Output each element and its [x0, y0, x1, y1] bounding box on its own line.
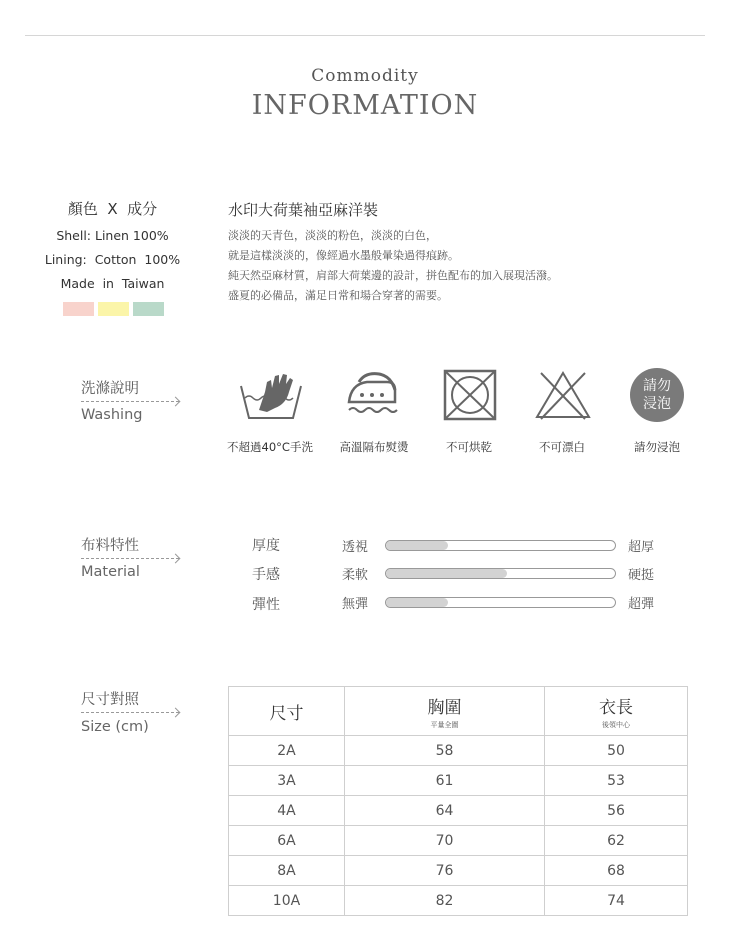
material-low-label: 柔軟 — [342, 568, 369, 583]
description-line: 淡淡的天青色，淡淡的粉色，淡淡的白色， — [228, 229, 437, 242]
header-sublabel: 平量全圍 — [430, 720, 459, 729]
no-bleach-icon — [533, 369, 593, 425]
header-label: 衣長 — [599, 697, 633, 718]
description-line: 盛夏的必備品，滿足日常和場合穿著的需要。 — [228, 289, 448, 302]
table-row — [229, 736, 688, 766]
size-divider — [81, 712, 179, 713]
material-label-en: Material — [81, 564, 140, 580]
badge-line: 浸泡 — [643, 396, 671, 412]
washing-label-en: Washing — [81, 407, 143, 423]
color-composition-title: 顏色 X 成分 — [67, 200, 158, 218]
length-cell: 50 — [545, 736, 688, 766]
table-row — [229, 796, 688, 826]
wash-caption: 不超過40°C手洗 — [227, 440, 313, 454]
size-cell: 10A — [229, 886, 345, 916]
material-high-label: 超厚 — [628, 540, 655, 555]
wash-caption: 高溫隔布熨燙 — [339, 440, 409, 454]
chest-cell: 70 — [345, 826, 545, 856]
material-low-label: 透視 — [342, 540, 369, 555]
color-swatch-green — [133, 302, 164, 316]
material-divider — [81, 558, 179, 559]
chest-cell: 82 — [345, 886, 545, 916]
length-cell: 68 — [545, 856, 688, 886]
color-swatch-pink — [63, 302, 94, 316]
header-subtitle: Commodity — [311, 66, 419, 86]
header-sublabel: 後領中心 — [602, 720, 630, 729]
header-label: 胸圍 — [427, 697, 462, 718]
table-header-row — [229, 687, 688, 736]
material-elasticity-label: 彈性 — [252, 597, 280, 613]
washing-label-zh: 洗滌說明 — [81, 381, 139, 397]
badge-line: 請勿 — [643, 378, 671, 394]
elasticity-meter — [385, 597, 616, 608]
washing-divider — [81, 401, 179, 402]
chest-cell: 61 — [345, 766, 545, 796]
size-table — [228, 686, 688, 916]
size-label-zh: 尺寸對照 — [81, 692, 139, 708]
material-low-label: 無彈 — [342, 597, 369, 612]
table-row — [229, 766, 688, 796]
description-line: 就是這樣淡淡的，像經過水墨般暈染過得痕跡。 — [228, 249, 459, 262]
iron-with-cloth-icon — [345, 370, 403, 426]
shell-composition: Shell: Linen 100% — [56, 228, 169, 243]
length-cell: 74 — [545, 886, 688, 916]
meter-fill — [386, 598, 448, 607]
chest-cell: 58 — [345, 736, 545, 766]
color-swatch-yellow — [98, 302, 129, 316]
material-high-label: 超彈 — [628, 597, 655, 612]
hand-wash-icon — [239, 370, 303, 424]
length-cell: 53 — [545, 766, 688, 796]
wash-caption: 不可漂白 — [539, 440, 585, 454]
size-cell: 3A — [229, 766, 345, 796]
material-high-label: 硬挺 — [628, 568, 655, 583]
size-cell: 2A — [229, 736, 345, 766]
no-tumble-dry-icon — [443, 369, 497, 425]
material-thickness-label: 厚度 — [252, 538, 280, 554]
table-row — [229, 886, 688, 916]
size-cell: 4A — [229, 796, 345, 826]
made-in-label: Made in Taiwan — [60, 276, 165, 291]
lining-composition: Lining: Cotton 100% — [44, 252, 181, 267]
material-feel-label: 手感 — [252, 567, 280, 583]
feel-meter — [385, 568, 616, 579]
chest-cell: 64 — [345, 796, 545, 826]
wash-caption: 不可烘乾 — [446, 440, 492, 454]
size-label-en: Size (cm) — [81, 719, 149, 735]
do-not-soak-icon — [630, 368, 684, 422]
wash-caption: 請勿浸泡 — [634, 440, 680, 454]
header-chest — [345, 687, 545, 736]
header-title: INFORMATION — [251, 90, 479, 121]
header-size — [229, 687, 345, 736]
material-label-zh: 布料特性 — [81, 538, 139, 554]
chevron-right-icon — [171, 554, 181, 564]
table-row — [229, 826, 688, 856]
table-row — [229, 856, 688, 886]
chevron-right-icon — [171, 397, 181, 407]
description-line: 純天然亞麻材質，肩部大荷葉邊的設計，拼色配布的加入展現活潑。 — [228, 269, 558, 282]
chest-cell: 76 — [345, 856, 545, 886]
size-cell: 8A — [229, 856, 345, 886]
chevron-right-icon — [171, 708, 181, 718]
length-cell: 56 — [545, 796, 688, 826]
top-divider — [25, 35, 705, 36]
header-length — [545, 687, 688, 736]
meter-fill — [386, 541, 448, 550]
meter-fill — [386, 569, 507, 578]
header-label: 尺寸 — [269, 703, 304, 724]
length-cell: 62 — [545, 826, 688, 856]
size-cell: 6A — [229, 826, 345, 856]
product-title: 水印大荷葉袖亞麻洋裝 — [228, 201, 379, 219]
thickness-meter — [385, 540, 616, 551]
